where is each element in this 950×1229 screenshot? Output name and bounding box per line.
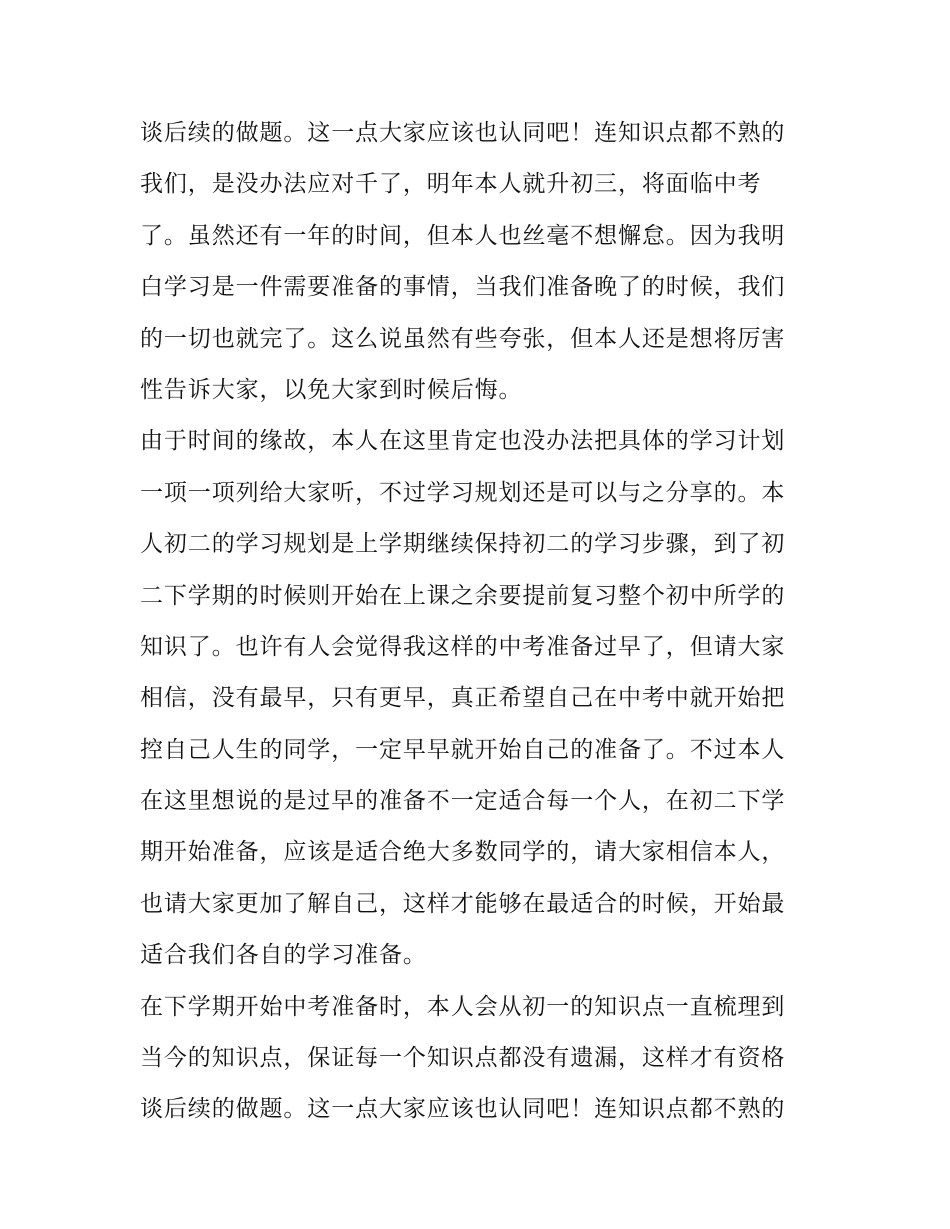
- text-line: 白学习是一件需要准备的事情，当我们准备晚了的时候，我们: [140, 274, 786, 301]
- text-line: 在下学期开始中考准备时，本人会从初一的知识点一直梳理到: [140, 993, 786, 1020]
- text-line: 期开始准备，应该是适合绝大多数同学的，请大家相信本人，: [140, 839, 786, 866]
- text-line: 了。虽然还有一年的时间，但本人也丝毫不想懈怠。因为我明: [140, 222, 786, 249]
- text-line: 一项一项列给大家听，不过学习规划还是可以与之分享的。本: [140, 479, 786, 506]
- body-text: [140, 108, 820, 1136]
- text-line: 二下学期的时候则开始在上课之余要提前复习整个初中所学的: [140, 582, 786, 609]
- text-line: 知识了。也许有人会觉得我这样的中考准备过早了，但请大家: [140, 633, 786, 660]
- text-line: 谈后续的做题。这一点大家应该也认同吧！连知识点都不熟的: [140, 120, 786, 146]
- text-line: 人初二的学习规划是上学期继续保持初二的学习步骤，到了初: [140, 531, 786, 558]
- text-line: 性告诉大家，以免大家到时候后悔。: [140, 376, 523, 403]
- text-line: 我们，是没办法应对千了，明年本人就升初三，将面临中考: [140, 171, 762, 198]
- text-line: 的一切也就完了。这么说虽然有些夸张，但本人还是想将厉害: [140, 325, 786, 352]
- text-line: 当今的知识点，保证每一个知识点都没有遗漏，这样才有资格: [140, 1045, 786, 1072]
- text-line: 控自己人生的同学，一定早早就开始自己的准备了。不过本人: [140, 736, 786, 763]
- text-line: 相信，没有最早，只有更早，真正希望自己在中考中就开始把: [140, 685, 786, 712]
- text-line: 也请大家更加了解自己，这样才能够在最适合的时候，开始最: [140, 890, 786, 917]
- text-line: 适合我们各自的学习准备。: [140, 942, 427, 969]
- text-line: 在这里想说的是过早的准备不一定适合每一个人，在初二下学: [140, 788, 786, 815]
- text-line: 由于时间的缘故，本人在这里肯定也没办法把具体的学习计划: [140, 428, 786, 455]
- text-line: 谈后续的做题。这一点大家应该也认同吧！连知识点都不熟的: [140, 1096, 786, 1123]
